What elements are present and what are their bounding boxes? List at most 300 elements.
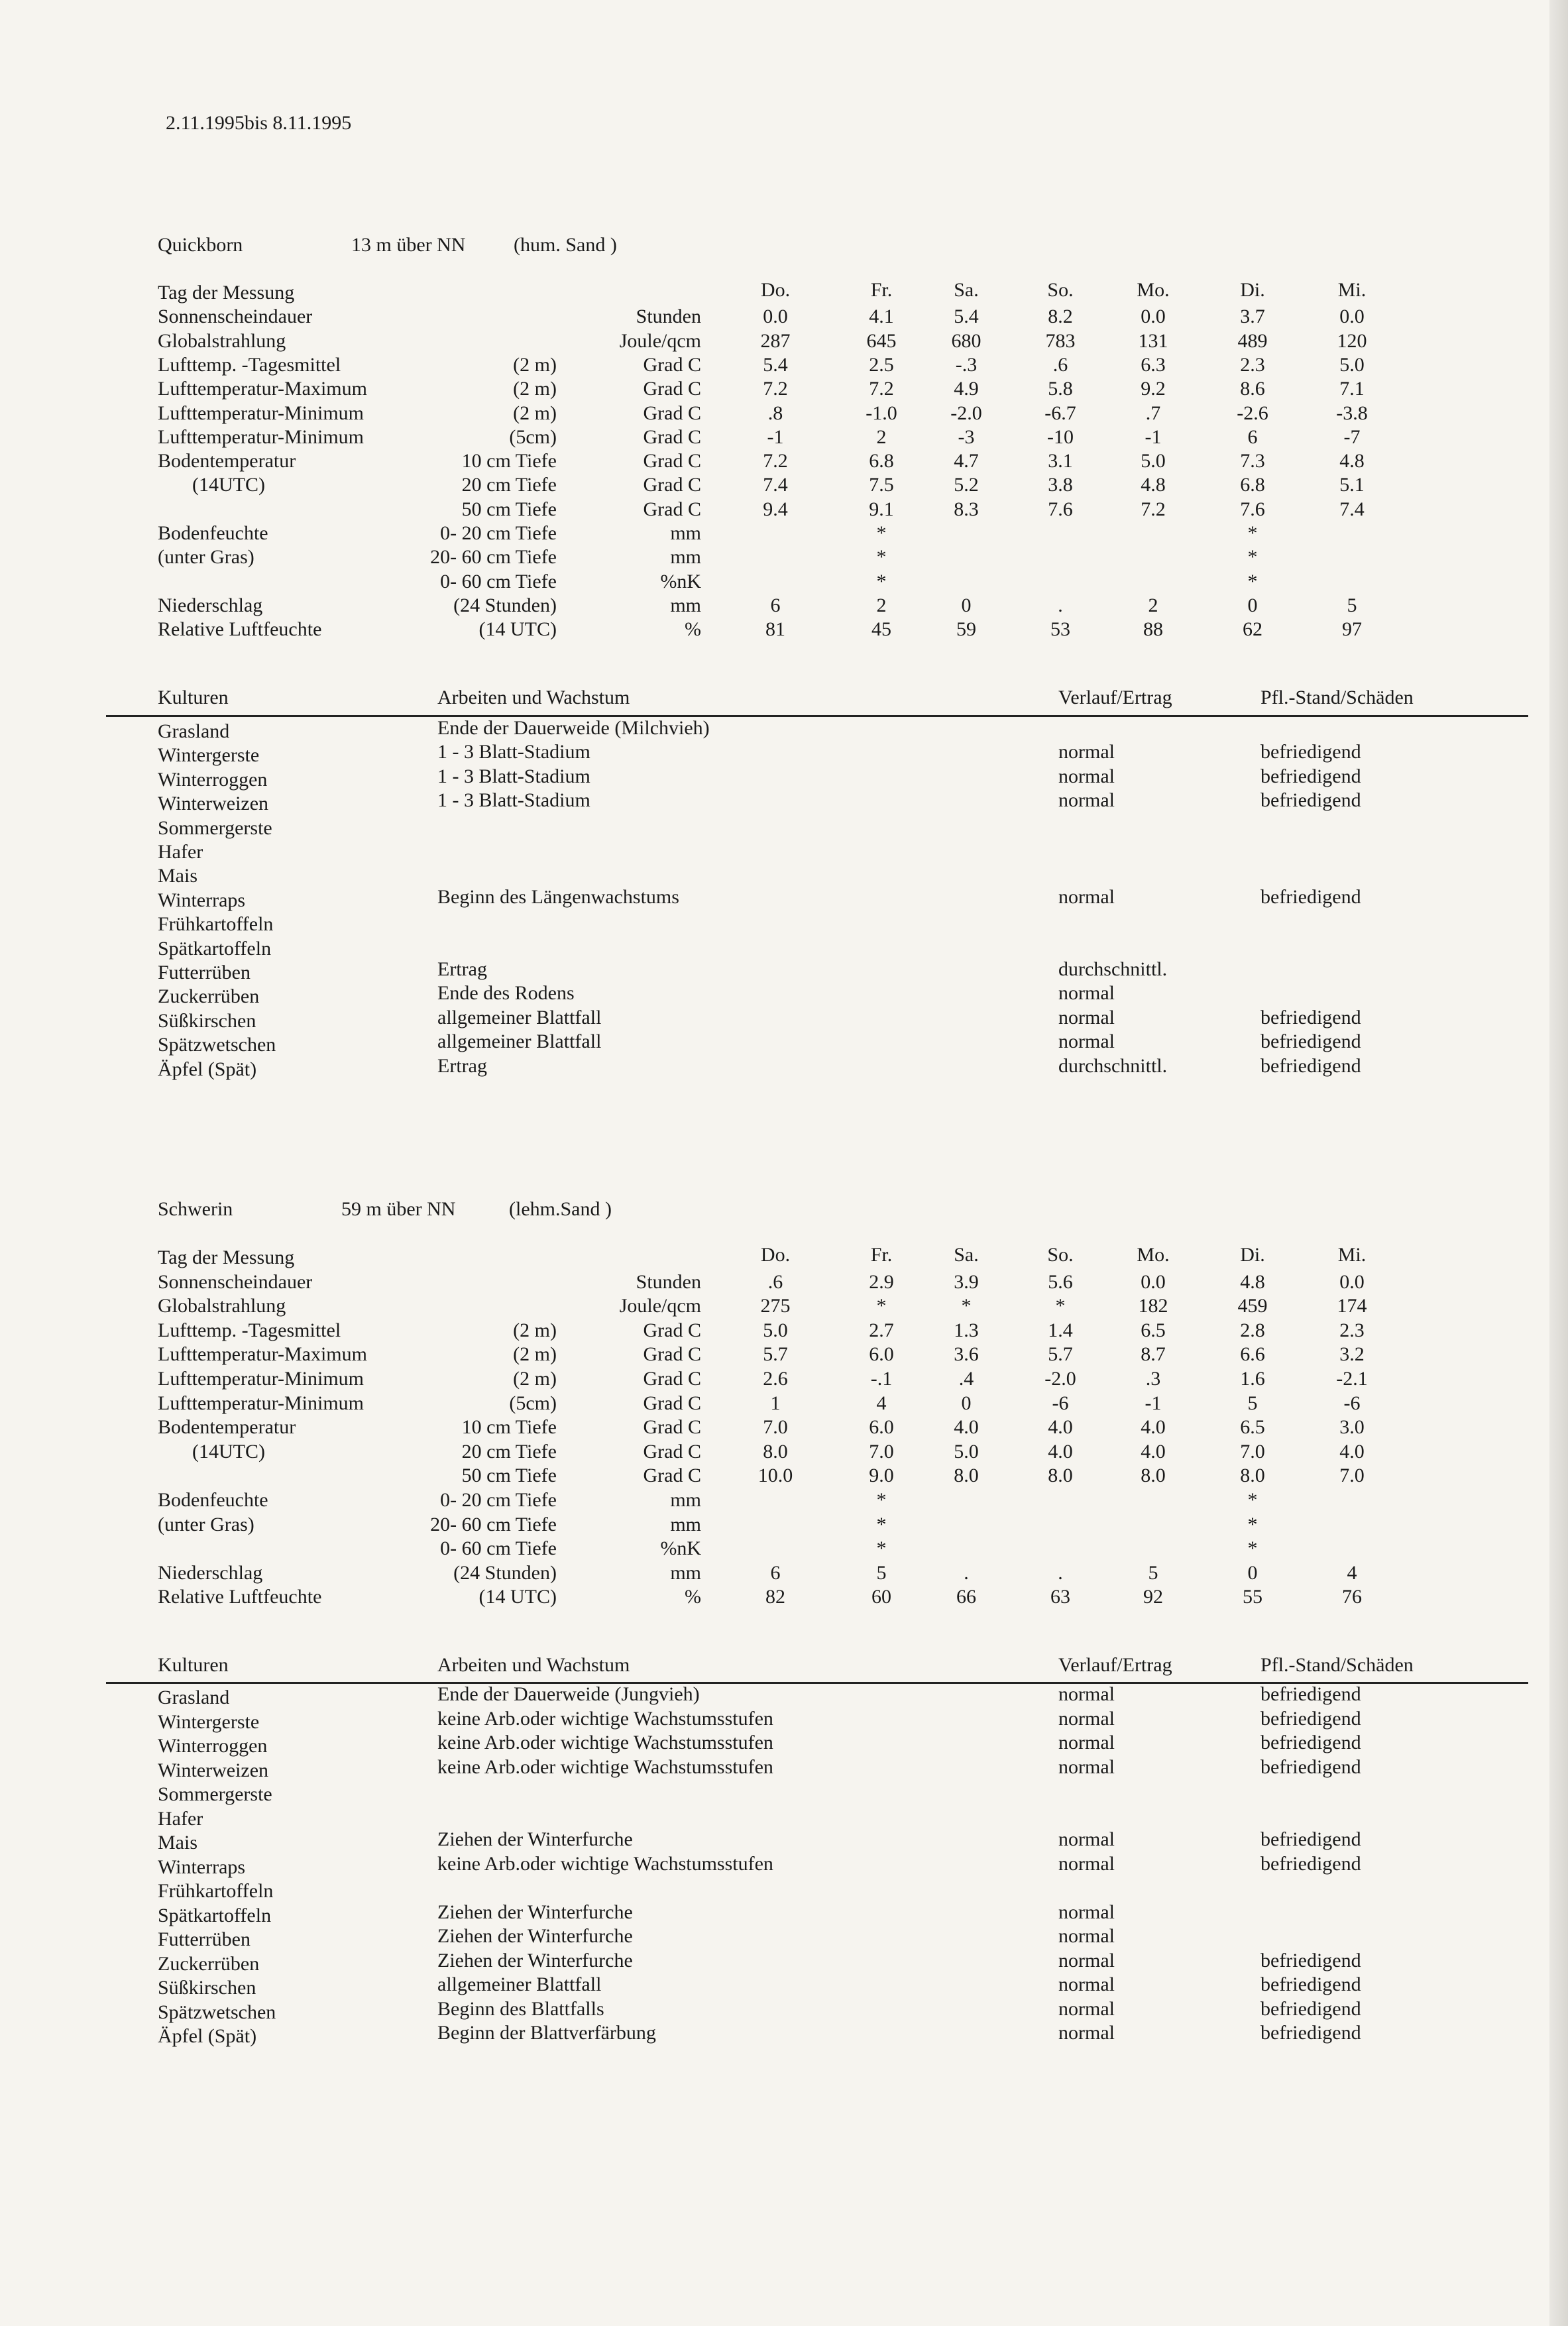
- measurement-value: 5.7: [1048, 1343, 1073, 1366]
- measurement-value: *: [1247, 546, 1258, 569]
- measurement-value: 8.0: [763, 1440, 788, 1463]
- measurement-value: -3.8: [1336, 402, 1368, 424]
- measurement-value: 680: [951, 329, 981, 352]
- day-header: Fr.: [870, 279, 893, 301]
- measurement-value: 4.0: [1048, 1416, 1073, 1439]
- crop-name: Futterrüben: [158, 1928, 251, 1950]
- measurement-value: 4.1: [869, 305, 894, 328]
- crop-name: Winterraps: [158, 1855, 246, 1878]
- measurement-value: 6: [1247, 425, 1258, 448]
- row-unit: Grad C: [643, 378, 701, 400]
- measurement-value: 6.8: [1240, 474, 1265, 496]
- crop-verlauf: normal: [1058, 1030, 1115, 1053]
- crop-name: Wintergerste: [158, 1710, 260, 1733]
- measurement-value: 7.0: [763, 1416, 788, 1439]
- crop-work: Ziehen der Winterfurche: [437, 1901, 633, 1923]
- crop-verlauf: normal: [1058, 1732, 1115, 1753]
- crop-work: 1 - 3 Blatt-Stadium: [437, 741, 590, 763]
- crop-name: Spätzwetschen: [158, 2001, 276, 2023]
- crop-header-verlauf: Verlauf/Ertrag: [1058, 1654, 1172, 1676]
- measurement-value: -1.0: [866, 402, 897, 424]
- measurement-value: 2.3: [1240, 353, 1265, 376]
- crop-header-arbeiten: Arbeiten und Wachstum: [437, 1654, 630, 1676]
- measurement-value: 5.0: [954, 1440, 979, 1463]
- measurement-value: 5.0: [1141, 450, 1166, 472]
- crop-name: Frühkartoffeln: [158, 913, 274, 936]
- crop-verlauf: normal: [1058, 1997, 1115, 2020]
- measurement-value: 3.7: [1240, 305, 1265, 328]
- crop-stand: befriedigend: [1260, 885, 1361, 908]
- measurement-value: -2.0: [950, 402, 982, 424]
- measurement-value: 5.7: [763, 1343, 788, 1366]
- crop-verlauf: normal: [1058, 1925, 1115, 1947]
- measurement-value: -1: [1145, 1392, 1162, 1414]
- measurement-value: 5.2: [954, 474, 979, 496]
- measurement-value: 8.6: [1240, 378, 1265, 400]
- measurement-value: -.1: [870, 1368, 893, 1390]
- measurement-value: 63: [1050, 1586, 1070, 1608]
- measurement-value: 8.3: [954, 498, 979, 520]
- row-sub: 50 cm Tiefe: [461, 498, 557, 520]
- row-sub: 0- 60 cm Tiefe: [440, 570, 557, 592]
- row-label: Relative Luftfeuchte: [158, 1586, 322, 1608]
- measurement-value: 7.2: [763, 450, 788, 472]
- measurement-value: -10: [1047, 425, 1074, 448]
- crop-name: Äpfel (Spät): [158, 2025, 257, 2047]
- measurement-value: 45: [871, 618, 891, 641]
- crop-name: Zuckerrüben: [158, 985, 260, 1008]
- crop-name: Frühkartoffeln: [158, 1880, 274, 1902]
- measurement-value: 131: [1138, 329, 1168, 352]
- measurement-value: 8.2: [1048, 305, 1073, 328]
- row-sub: (24 Stunden): [453, 594, 557, 616]
- measurement-value: 4.8: [1240, 1270, 1265, 1293]
- measurement-value: 4.0: [1141, 1440, 1166, 1463]
- measurement-value: .7: [1145, 402, 1161, 424]
- row-sub: 20- 60 cm Tiefe: [430, 546, 557, 569]
- crop-name: Futterrüben: [158, 962, 251, 983]
- station-soil: (lehm.Sand ): [509, 1198, 612, 1220]
- row-sub: 0- 60 cm Tiefe: [440, 1537, 557, 1560]
- measurement-value: 4.7: [954, 450, 979, 472]
- row-label: Globalstrahlung: [158, 329, 286, 352]
- measurement-value: -6.7: [1044, 402, 1076, 424]
- row-sub: (2 m): [513, 378, 557, 400]
- crop-verlauf: normal: [1058, 2022, 1115, 2044]
- measurement-value: 6.8: [869, 450, 894, 472]
- row-label: Sonnenscheindauer: [158, 1270, 313, 1293]
- row-sub: (14 UTC): [478, 618, 557, 641]
- row-unit: %: [685, 1586, 701, 1608]
- row-unit: %: [685, 618, 701, 641]
- row-unit: mm: [670, 594, 701, 616]
- crop-verlauf: normal: [1058, 1755, 1115, 1778]
- row-unit: Joule/qcm: [619, 1295, 701, 1317]
- row-sub: 10 cm Tiefe: [461, 1416, 557, 1439]
- row-unit: mm: [670, 1561, 701, 1584]
- crop-name: Wintergerste: [158, 744, 260, 767]
- measurement-value: 3.2: [1339, 1343, 1365, 1366]
- measurement-value: 5.8: [1048, 378, 1073, 400]
- measurement-value: *: [1247, 1513, 1258, 1535]
- day-header: Mo.: [1137, 1244, 1170, 1266]
- crop-work: Beginn der Blattverfärbung: [437, 2022, 656, 2044]
- measurement-value: 81: [765, 618, 785, 641]
- crop-header-kulturen: Kulturen: [158, 687, 229, 708]
- day-header: Do.: [760, 1244, 791, 1266]
- crop-name: Sommergerste: [158, 816, 272, 839]
- measurement-value: 7.5: [869, 474, 894, 496]
- measurement-value: *: [1247, 1489, 1258, 1511]
- measurement-value: 5: [1347, 594, 1357, 616]
- measurement-value: 6.0: [869, 1343, 894, 1366]
- row-label: (14UTC): [192, 1440, 265, 1463]
- measurement-value: 120: [1337, 329, 1367, 352]
- measurement-value: 6.5: [1240, 1416, 1265, 1439]
- measurement-value: *: [876, 1295, 887, 1317]
- measurement-value: 5.6: [1048, 1270, 1073, 1293]
- row-unit: mm: [670, 522, 701, 544]
- measurement-value: 0.0: [763, 305, 788, 328]
- measurement-value: 55: [1243, 1586, 1262, 1608]
- measurement-value: 2: [876, 425, 887, 448]
- crop-verlauf: normal: [1058, 789, 1115, 812]
- crop-header-arbeiten: Arbeiten und Wachstum: [437, 687, 630, 708]
- measurement-value: 4.0: [1339, 1440, 1365, 1463]
- crop-name: Hafer: [158, 1807, 203, 1830]
- row-label: Lufttemperatur-Maximum: [158, 378, 367, 400]
- measurement-value: 4.8: [1141, 474, 1166, 496]
- measurement-value: 4.0: [1141, 1416, 1166, 1439]
- measurement-value: 0.0: [1141, 305, 1166, 328]
- crop-work: Ziehen der Winterfurche: [437, 1949, 633, 1971]
- measurement-value: 0: [961, 1392, 972, 1414]
- page-edge: [1549, 0, 1568, 2326]
- row-unit: mm: [670, 1489, 701, 1511]
- row-sub: (24 Stunden): [453, 1561, 557, 1584]
- measurement-value: *: [876, 1513, 887, 1535]
- measurement-value: 5.4: [954, 305, 979, 328]
- crop-name: Winterroggen: [158, 1735, 268, 1757]
- measurement-value: .3: [1145, 1368, 1161, 1390]
- measurement-value: 4: [876, 1392, 887, 1414]
- measurement-value: 3.0: [1339, 1416, 1365, 1439]
- measurement-value: 7.4: [1339, 498, 1365, 520]
- measurement-value: 2: [1148, 594, 1158, 616]
- row-label: Sonnenscheindauer: [158, 305, 313, 328]
- row-sub: (2 m): [513, 1368, 557, 1390]
- measurement-value: .6: [1052, 353, 1068, 376]
- row-unit: %nK: [660, 570, 701, 592]
- crop-work: 1 - 3 Blatt-Stadium: [437, 765, 590, 787]
- measurement-value: -1: [1145, 425, 1162, 448]
- measurement-value: 3.9: [954, 1270, 979, 1293]
- measurement-value: 0: [1247, 1561, 1258, 1584]
- measurement-value: 7.6: [1240, 498, 1265, 520]
- day-header: Mi.: [1337, 279, 1367, 301]
- row-sub: (5cm): [509, 425, 557, 448]
- measurement-value: 489: [1237, 329, 1268, 352]
- row-label: Bodenfeuchte: [158, 522, 268, 544]
- crop-stand: befriedigend: [1260, 1006, 1361, 1028]
- crop-work: Beginn des Blattfalls: [437, 1997, 604, 2020]
- crop-work: Ende der Dauerweide (Jungvieh): [437, 1683, 700, 1705]
- crop-name: Spätkartoffeln: [158, 1904, 272, 1926]
- crop-stand: befriedigend: [1260, 1054, 1361, 1077]
- measurement-value: 5.4: [763, 353, 788, 376]
- measurement-value: 8.0: [1240, 1465, 1265, 1487]
- crop-verlauf: normal: [1058, 765, 1115, 787]
- row-label: Bodenfeuchte: [158, 1489, 268, 1511]
- crop-stand: befriedigend: [1260, 1732, 1361, 1753]
- crop-name: Spätzwetschen: [158, 1034, 276, 1056]
- measurement-value: 3.8: [1048, 474, 1073, 496]
- crop-stand: befriedigend: [1260, 1030, 1361, 1053]
- station-elevation: 13 m über NN: [351, 234, 466, 256]
- day-header: So.: [1047, 279, 1074, 301]
- measurement-value: 7.3: [1240, 450, 1265, 472]
- measurement-value: 2.9: [869, 1270, 894, 1293]
- row-sub: (2 m): [513, 402, 557, 424]
- crop-name: Äpfel (Spät): [158, 1058, 257, 1080]
- day-header: So.: [1047, 1244, 1074, 1266]
- measurement-value: -2.6: [1237, 402, 1268, 424]
- crop-name: Mais: [158, 865, 197, 887]
- row-unit: Grad C: [643, 1319, 701, 1341]
- measurement-value: 2.7: [869, 1319, 894, 1341]
- measurement-value: 4.8: [1339, 450, 1365, 472]
- measurement-value: 92: [1143, 1586, 1163, 1608]
- crop-work: keine Arb.oder wichtige Wachstumsstufen: [437, 1852, 773, 1875]
- measurement-value: -7: [1343, 425, 1361, 448]
- crop-name: Winterweizen: [158, 793, 269, 815]
- measurement-value: 182: [1138, 1295, 1168, 1317]
- crop-stand: befriedigend: [1260, 1683, 1361, 1705]
- measurement-value: 7.6: [1048, 498, 1073, 520]
- measurement-value: *: [876, 1489, 887, 1511]
- crop-name: Süßkirschen: [158, 1977, 256, 1999]
- measurement-value: -2.1: [1336, 1368, 1368, 1390]
- crop-work: Ertrag: [437, 958, 487, 980]
- measurement-value: 82: [765, 1586, 785, 1608]
- row-sub: (2 m): [513, 353, 557, 376]
- row-label: (14UTC): [192, 474, 265, 496]
- row-sub: 0- 20 cm Tiefe: [440, 522, 557, 544]
- crop-stand: befriedigend: [1260, 741, 1361, 763]
- measurement-value: 6.6: [1240, 1343, 1265, 1366]
- row-sub: 20- 60 cm Tiefe: [430, 1513, 557, 1535]
- day-header: Fr.: [870, 1244, 893, 1266]
- row-unit: Grad C: [643, 1440, 701, 1463]
- row-sub: 0- 20 cm Tiefe: [440, 1489, 557, 1511]
- measurement-value: 0.0: [1339, 1270, 1365, 1293]
- row-sub: (2 m): [513, 1319, 557, 1341]
- measurement-value: -6: [1052, 1392, 1069, 1414]
- measurement-value: 4.9: [954, 378, 979, 400]
- measurement-value: .4: [958, 1368, 974, 1390]
- crop-verlauf: normal: [1058, 1828, 1115, 1850]
- measurement-value: 10.0: [757, 1465, 793, 1487]
- measurement-value: 7.0: [1339, 1465, 1365, 1487]
- measurement-value: 62: [1243, 618, 1262, 641]
- measurement-value: 9.1: [869, 498, 894, 520]
- crop-work: Beginn des Längenwachstums: [437, 885, 679, 908]
- measurement-value: 0.0: [1141, 1270, 1166, 1293]
- measurement-value: 7.1: [1339, 378, 1365, 400]
- measurement-value: 7.2: [869, 378, 894, 400]
- crop-work: Ertrag: [437, 1054, 487, 1077]
- crop-work: keine Arb.oder wichtige Wachstumsstufen: [437, 1707, 773, 1730]
- crop-verlauf: normal: [1058, 885, 1115, 908]
- measurement-value: .: [1058, 1561, 1063, 1584]
- day-header: Di.: [1240, 1244, 1265, 1266]
- row-label: Bodentemperatur: [158, 1416, 296, 1439]
- crop-stand: befriedigend: [1260, 1997, 1361, 2020]
- measurement-value: -2.0: [1044, 1368, 1076, 1390]
- measurement-value: *: [961, 1295, 972, 1317]
- day-header: Sa.: [954, 1244, 979, 1266]
- crop-name: Winterraps: [158, 889, 246, 911]
- crop-verlauf: normal: [1058, 1707, 1115, 1730]
- measurement-value: *: [876, 570, 887, 592]
- measurement-value: 4.0: [1048, 1440, 1073, 1463]
- crop-verlauf: normal: [1058, 1852, 1115, 1875]
- row-label: Lufttemperatur-Minimum: [158, 402, 364, 424]
- measurement-value: 3.6: [954, 1343, 979, 1366]
- measurement-value: 1.6: [1240, 1368, 1265, 1390]
- station-soil: (hum. Sand ): [514, 234, 617, 256]
- row-sub: (14 UTC): [478, 1586, 557, 1608]
- row-unit: Grad C: [643, 1368, 701, 1390]
- row-label: Lufttemperatur-Minimum: [158, 1368, 364, 1390]
- row-unit: Grad C: [643, 450, 701, 472]
- measurement-value: 5: [1148, 1561, 1158, 1584]
- crop-name: Süßkirschen: [158, 1009, 256, 1032]
- crop-stand: befriedigend: [1260, 1973, 1361, 1995]
- row-unit: Grad C: [643, 353, 701, 376]
- row-sub: 10 cm Tiefe: [461, 450, 557, 472]
- row-label: Niederschlag: [158, 1561, 263, 1584]
- crop-name: Spätkartoffeln: [158, 937, 272, 960]
- measurement-value: *: [1247, 522, 1258, 544]
- measurement-value: 645: [866, 329, 897, 352]
- row-label: Lufttemp. -Tagesmittel: [158, 353, 341, 376]
- crop-stand: befriedigend: [1260, 765, 1361, 787]
- measurement-value: 1.3: [954, 1319, 979, 1341]
- row-unit: Grad C: [643, 402, 701, 424]
- crop-verlauf: durchschnittl.: [1058, 958, 1168, 980]
- measurement-value: 7.0: [1240, 1440, 1265, 1463]
- table-rule: [106, 715, 1528, 717]
- measurement-value: 459: [1237, 1295, 1268, 1317]
- measurement-value: 5: [876, 1561, 887, 1584]
- crop-stand: befriedigend: [1260, 1828, 1361, 1850]
- measurement-value: 7.2: [763, 378, 788, 400]
- crop-name: Mais: [158, 1832, 197, 1854]
- day-header: Mo.: [1137, 279, 1170, 301]
- measurement-value: *: [876, 1537, 887, 1560]
- row-unit: Grad C: [643, 1416, 701, 1439]
- day-header: Sa.: [954, 279, 979, 301]
- crop-work: Ziehen der Winterfurche: [437, 1925, 633, 1947]
- crop-stand: befriedigend: [1260, 789, 1361, 812]
- row-sub: (2 m): [513, 1343, 557, 1366]
- row-label: Tag der Messung: [158, 1246, 295, 1268]
- crop-verlauf: normal: [1058, 1949, 1115, 1971]
- crop-name: Zuckerrüben: [158, 1952, 260, 1975]
- row-unit: Stunden: [636, 305, 701, 328]
- measurement-value: 0: [1247, 594, 1258, 616]
- measurement-value: 88: [1143, 618, 1163, 641]
- measurement-value: 0.0: [1339, 305, 1365, 328]
- measurement-value: 5.0: [763, 1319, 788, 1341]
- measurement-value: 2.6: [763, 1368, 788, 1390]
- measurement-value: 60: [871, 1586, 891, 1608]
- measurement-value: 76: [1342, 1586, 1362, 1608]
- measurement-value: 275: [760, 1295, 791, 1317]
- crop-header-stand: Pfl.-Stand/Schäden: [1260, 687, 1414, 708]
- row-unit: Joule/qcm: [619, 329, 701, 352]
- row-label: Lufttemperatur-Minimum: [158, 425, 364, 448]
- crop-work: keine Arb.oder wichtige Wachstumsstufen: [437, 1732, 773, 1753]
- row-label: Tag der Messung: [158, 282, 295, 304]
- measurement-value: 2.3: [1339, 1319, 1365, 1341]
- row-unit: Grad C: [643, 498, 701, 520]
- crop-verlauf: normal: [1058, 982, 1115, 1005]
- crop-verlauf: normal: [1058, 1901, 1115, 1923]
- crop-name: Grasland: [158, 1687, 230, 1708]
- crop-stand: befriedigend: [1260, 1755, 1361, 1778]
- crop-verlauf: normal: [1058, 741, 1115, 763]
- measurement-value: 174: [1337, 1295, 1367, 1317]
- station-name: Schwerin: [158, 1198, 233, 1220]
- measurement-value: 9.2: [1141, 378, 1166, 400]
- measurement-value: *: [876, 546, 887, 569]
- measurement-value: 97: [1342, 618, 1362, 641]
- crop-work: allgemeiner Blattfall: [437, 1030, 602, 1053]
- crop-verlauf: durchschnittl.: [1058, 1054, 1168, 1077]
- measurement-value: 6.3: [1141, 353, 1166, 376]
- measurement-value: *: [1055, 1295, 1066, 1317]
- crop-header-kulturen: Kulturen: [158, 1654, 229, 1676]
- crop-work: Ziehen der Winterfurche: [437, 1828, 633, 1850]
- measurement-value: -.3: [955, 353, 978, 376]
- measurement-value: 9.0: [869, 1465, 894, 1487]
- row-label: Lufttemp. -Tagesmittel: [158, 1319, 341, 1341]
- row-label: Lufttemperatur-Maximum: [158, 1343, 367, 1366]
- measurement-value: 5.0: [1339, 353, 1365, 376]
- measurement-value: -1: [767, 425, 784, 448]
- measurement-value: 5: [1247, 1392, 1258, 1414]
- row-sub: 20 cm Tiefe: [461, 1440, 557, 1463]
- date-range: 2.11.1995bis 8.11.1995: [166, 112, 352, 134]
- row-label: (unter Gras): [158, 546, 254, 569]
- row-unit: Grad C: [643, 425, 701, 448]
- row-unit: %nK: [660, 1537, 701, 1560]
- row-unit: Grad C: [643, 474, 701, 496]
- measurement-value: .6: [767, 1270, 783, 1293]
- row-unit: Grad C: [643, 1343, 701, 1366]
- row-label: Globalstrahlung: [158, 1295, 286, 1317]
- station-name: Quickborn: [158, 234, 243, 256]
- measurement-value: 9.4: [763, 498, 788, 520]
- measurement-value: 4.0: [954, 1416, 979, 1439]
- measurement-value: 6: [770, 1561, 781, 1584]
- crop-stand: befriedigend: [1260, 1852, 1361, 1875]
- measurement-value: 0: [961, 594, 972, 616]
- measurement-value: 7.4: [763, 474, 788, 496]
- day-header: Mi.: [1337, 1244, 1367, 1266]
